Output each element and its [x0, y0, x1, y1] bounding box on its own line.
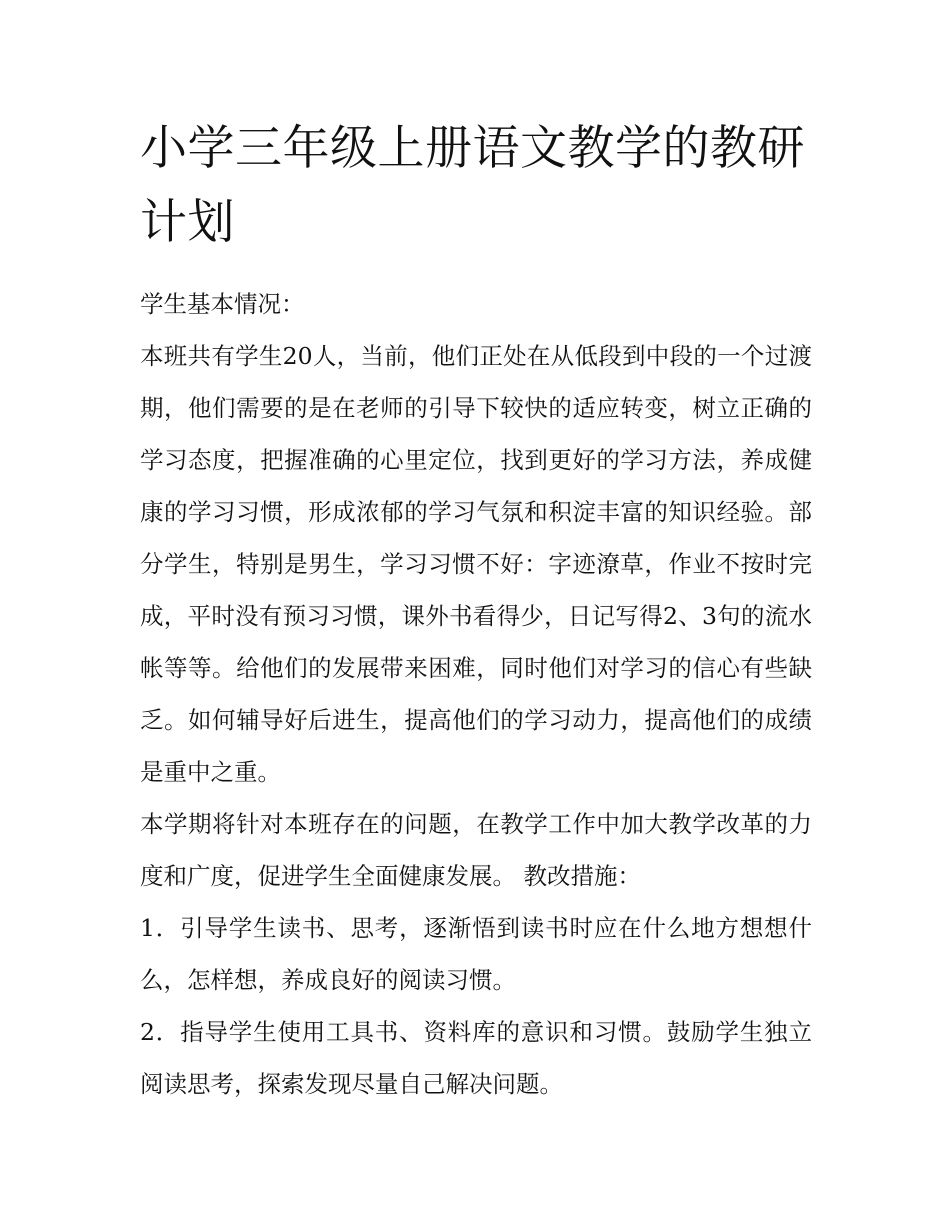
list-item-measure-2: 2．指导学生使用工具书、资料库的意识和习惯。鼓励学生独立阅读思考，探索发现尽量自己解决问题。	[140, 1018, 812, 1098]
paragraph-student-situation: 本班共有学生20人，当前，他们正处在从低段到中段的一个过渡期，他们需要的是在老师的引导下较快的适应转变，树立正确的学习态度，把握准确的心里定位，找到更好的学习方法，养成健康的学习习惯，形成浓郁的学习气氛和积淀丰富的知识经验。部分学生，特别是男生，学习习惯不好：字迹潦草，作业不按时完成，平时没有预习习惯，课外书看得少，日记写得2、3句的流水帐等等。给他们的发展带来困难，同时他们对学习的信心有些缺乏。如何辅导好后进生，提高他们的学习动力，提高他们的成绩是重中之重。	[140, 342, 812, 786]
section-heading-student-situation: 学生基本情况：	[140, 290, 305, 318]
document-page	[140, 112, 812, 1110]
paragraph-semester-plan: 本学期将针对本班存在的问题，在教学工作中加大教学改革的力度和广度，促进学生全面健康发展。 教改措施：	[140, 810, 812, 890]
list-item-measure-1: 1．引导学生读书、思考，逐渐悟到读书时应在什么地方想想什么，怎样想，养成良好的阅读习惯。	[140, 914, 812, 994]
document-body	[140, 278, 812, 1110]
document-title: 小学三年级上册语文教学的教研计划	[140, 121, 805, 250]
